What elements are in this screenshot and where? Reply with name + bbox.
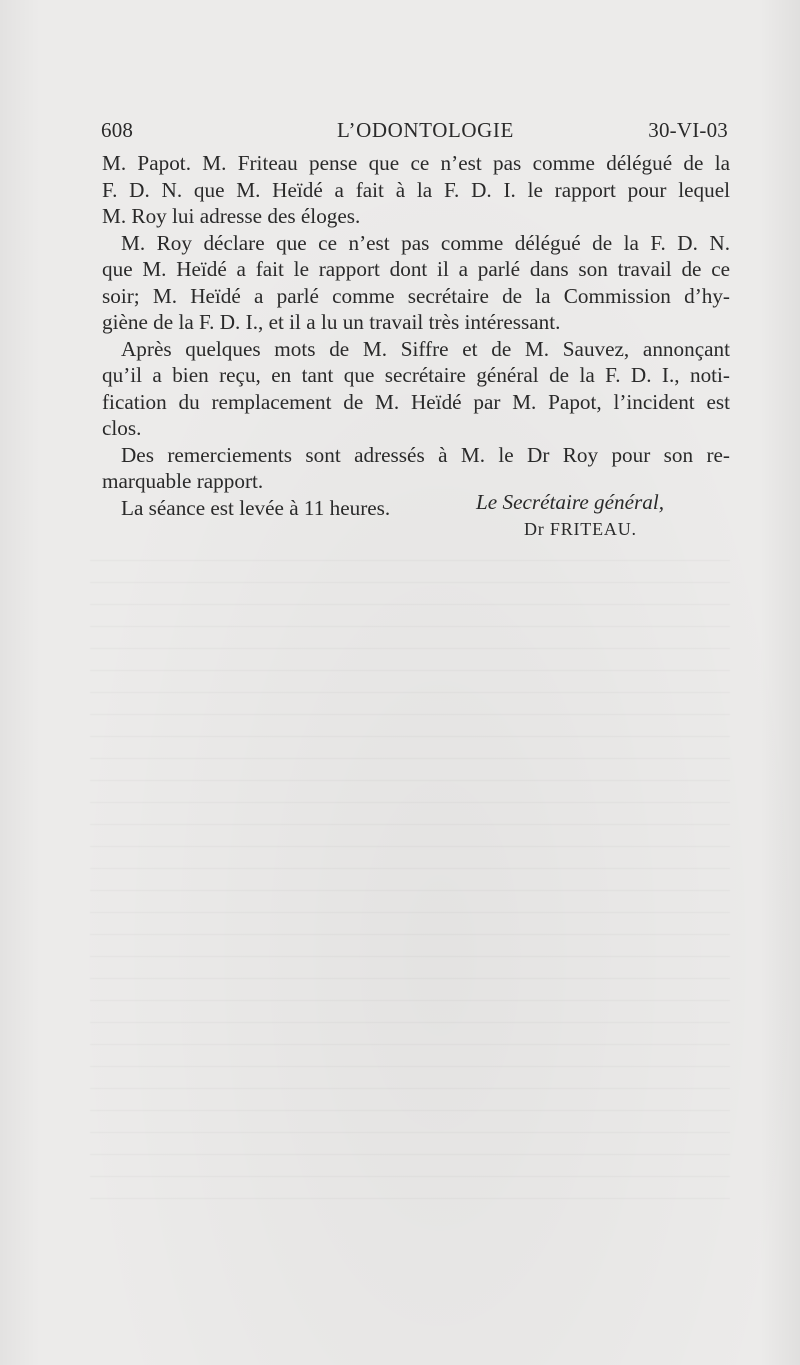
text-line: clos. (102, 416, 142, 440)
text-line: Après quelques mots de M. Siffre et de M. Sauvez, annonçant (121, 336, 730, 361)
page-number: 608 (101, 118, 134, 142)
text-line: marquable rapport. (102, 469, 264, 493)
signature-name: Dr FRITEAU. (524, 519, 637, 539)
text-line: M. Roy déclare que ce n’est pas comme délégué de la F. D. N. (121, 230, 730, 255)
text-line: que M. Heïdé a fait le rapport dont il a parlé dans son travail de ce (102, 257, 730, 281)
text-line: giène de la F. D. I., et il a lu un travail très intéressant. (102, 310, 561, 334)
text-line: M. Papot. M. Friteau pense que ce n’est pas comme délégué de la (102, 151, 730, 175)
text-line: fication du remplacement de M. Heïdé par M. Papot, l’incident est (102, 389, 730, 414)
text-line: M. Roy lui adresse des éloges. (102, 204, 361, 228)
text-line: Des remerciements sont adressés à M. le Dr Roy pour son re- (121, 442, 730, 467)
bleed-through-text (90, 560, 730, 1210)
text-line: F. D. N. que M. Heïdé a fait à la F. D. I. le rapport pour lequel (102, 177, 730, 202)
signature-title: Le Secrétaire général, (476, 490, 665, 514)
text-line: La séance est levée à 11 heures. (121, 495, 391, 520)
text-line: qu’il a bien reçu, en tant que secrétaire général de la F. D. I., noti- (102, 363, 730, 387)
issue-date: 30-VI-03 (648, 118, 728, 142)
page-header (101, 118, 728, 146)
running-title: L’ODONTOLOGIE (337, 118, 514, 142)
body-text (102, 150, 730, 521)
text-line: soir; M. Heïdé a parlé comme secrétaire de la Commission d’hy- (102, 283, 730, 308)
